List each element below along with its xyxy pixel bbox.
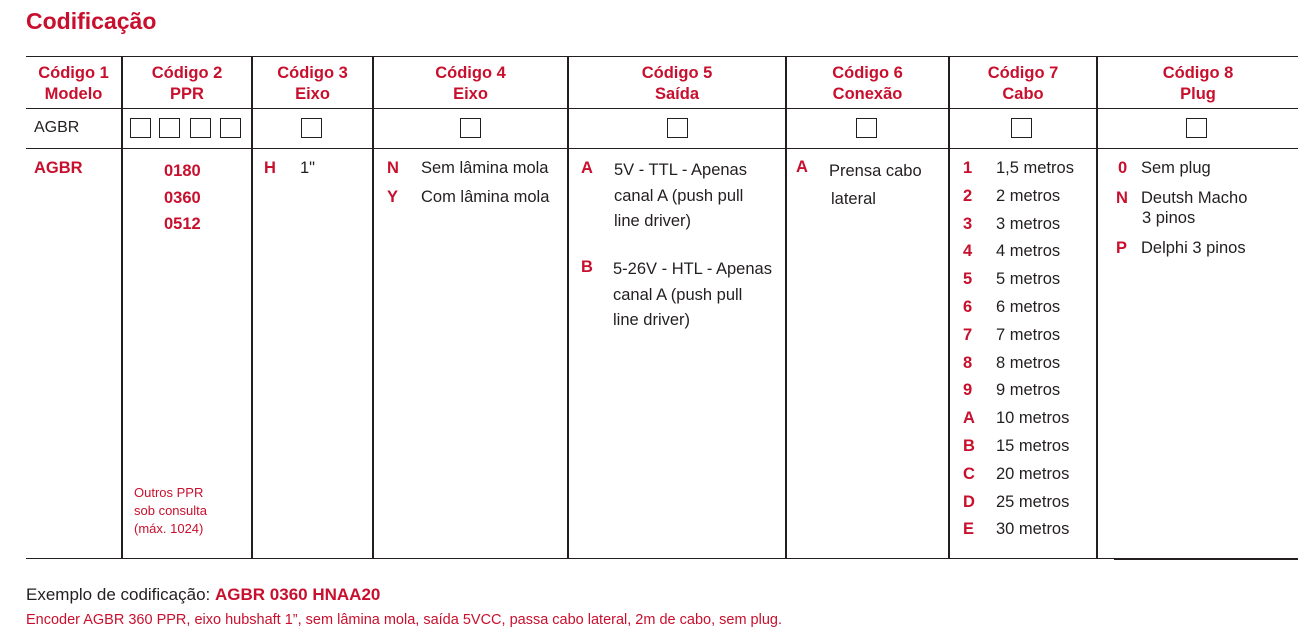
header-codigo-1: Código 1 Modelo xyxy=(38,64,109,103)
header-codigo-4: Código 4 Eixo xyxy=(435,64,506,103)
header-codigo-2: Código 2 PPR xyxy=(151,64,223,103)
saida-text: 5-26V - HTL - Apenas canal A (push pull line driver) xyxy=(613,260,772,329)
ppr-input-box-4[interactable] xyxy=(220,118,241,138)
example-label: Exemplo de codificação: xyxy=(26,585,211,604)
header-codigo-6: Código 6 Conexão xyxy=(832,64,903,103)
eixo4-code: N xyxy=(387,159,399,177)
conexao-code: A xyxy=(796,158,808,176)
col-divider-6 xyxy=(948,57,950,559)
col-divider-5 xyxy=(785,57,787,559)
input-row-bottom-rule xyxy=(26,148,1298,149)
ppr-option: 0180 xyxy=(164,162,201,180)
header-codigo-5: Código 5 Saída xyxy=(641,64,713,103)
header-codigo-3: Código 3 Eixo xyxy=(277,64,348,103)
list-item: P Delphi 3 pinos xyxy=(1116,239,1246,257)
header-codigo-7: Código 7 Cabo xyxy=(987,64,1059,103)
eixo3-code: H xyxy=(264,159,276,177)
page-title: Codificação xyxy=(26,8,157,34)
list-item: D 25 metros xyxy=(963,492,1070,511)
table-bottom-rule xyxy=(26,558,1114,559)
list-item: 8 8 metros xyxy=(963,353,1061,372)
ppr-note: Outros PPR sob consulta (máx. 1024) xyxy=(134,485,207,536)
header-codigo-8: Código 8 Plug xyxy=(1162,64,1234,103)
col-divider-3 xyxy=(372,57,374,559)
saida-input-box[interactable] xyxy=(667,118,688,138)
example-code: AGBR 0360 HNAA20 xyxy=(215,585,381,604)
list-item: 4 4 metros xyxy=(963,242,1061,261)
example-line xyxy=(26,585,380,605)
eixo4-text: Com lâmina mola xyxy=(421,188,550,206)
ppr-options xyxy=(164,158,201,238)
list-item: 5 5 metros xyxy=(963,270,1061,289)
saida-text: 5V - TTL - Apenas canal A (push pull line driver) xyxy=(614,161,747,230)
table-bottom-rule-plug xyxy=(1114,558,1298,560)
col-divider-1 xyxy=(121,57,123,559)
list-item: A 10 metros xyxy=(963,409,1070,428)
cabo-input-box[interactable] xyxy=(1011,118,1032,138)
model-input-value: AGBR xyxy=(34,119,80,136)
saida-code: B xyxy=(581,258,593,276)
col-divider-4 xyxy=(567,57,569,559)
col-divider-2 xyxy=(251,57,253,559)
modelo-code: AGBR xyxy=(34,159,83,177)
col-divider-7 xyxy=(1096,57,1098,559)
cabo-options xyxy=(963,158,1074,547)
plug-options xyxy=(1116,158,1247,258)
plug-input-box[interactable] xyxy=(1186,118,1207,138)
table-top-rule xyxy=(26,56,1298,57)
ppr-option: 0512 xyxy=(164,215,201,233)
list-item: C 20 metros xyxy=(963,464,1070,483)
ppr-input-box-3[interactable] xyxy=(190,118,211,138)
ppr-option: 0360 xyxy=(164,188,201,207)
list-item: 0 Sem plug xyxy=(1118,159,1211,177)
header-bottom-rule xyxy=(26,108,1298,109)
list-item: 6 6 metros xyxy=(963,297,1061,316)
conexao-input-box[interactable] xyxy=(856,118,877,138)
list-item: B 15 metros xyxy=(963,436,1070,455)
list-item: 7 7 metros xyxy=(963,325,1061,344)
list-item: 9 9 metros xyxy=(963,381,1061,400)
eixo3-input-box[interactable] xyxy=(301,118,322,138)
eixo3-text: 1" xyxy=(300,159,316,177)
list-item: 3 3 metros xyxy=(963,214,1061,233)
ppr-input-box-2[interactable] xyxy=(159,118,180,138)
example-description: Encoder AGBR 360 PPR, eixo hubshaft 1”, sem lâmina mola, saída 5VCC, passa cabo lateral, 2m de cabo, sem plug. xyxy=(26,612,783,628)
eixo4-code: Y xyxy=(387,188,399,206)
list-item: 2 2 metros xyxy=(963,186,1061,205)
ppr-input-box-1[interactable] xyxy=(130,118,151,138)
eixo4-text: Sem lâmina mola xyxy=(421,159,549,177)
eixo4-input-box[interactable] xyxy=(460,118,481,138)
saida-code: A xyxy=(581,159,593,177)
list-item: 1 1,5 metros xyxy=(963,159,1074,177)
list-item: E 30 metros xyxy=(963,520,1070,539)
conexao-text: Prensa cabo lateral xyxy=(829,162,922,208)
list-item: N Deutsh Macho 3 pinos xyxy=(1116,189,1248,227)
